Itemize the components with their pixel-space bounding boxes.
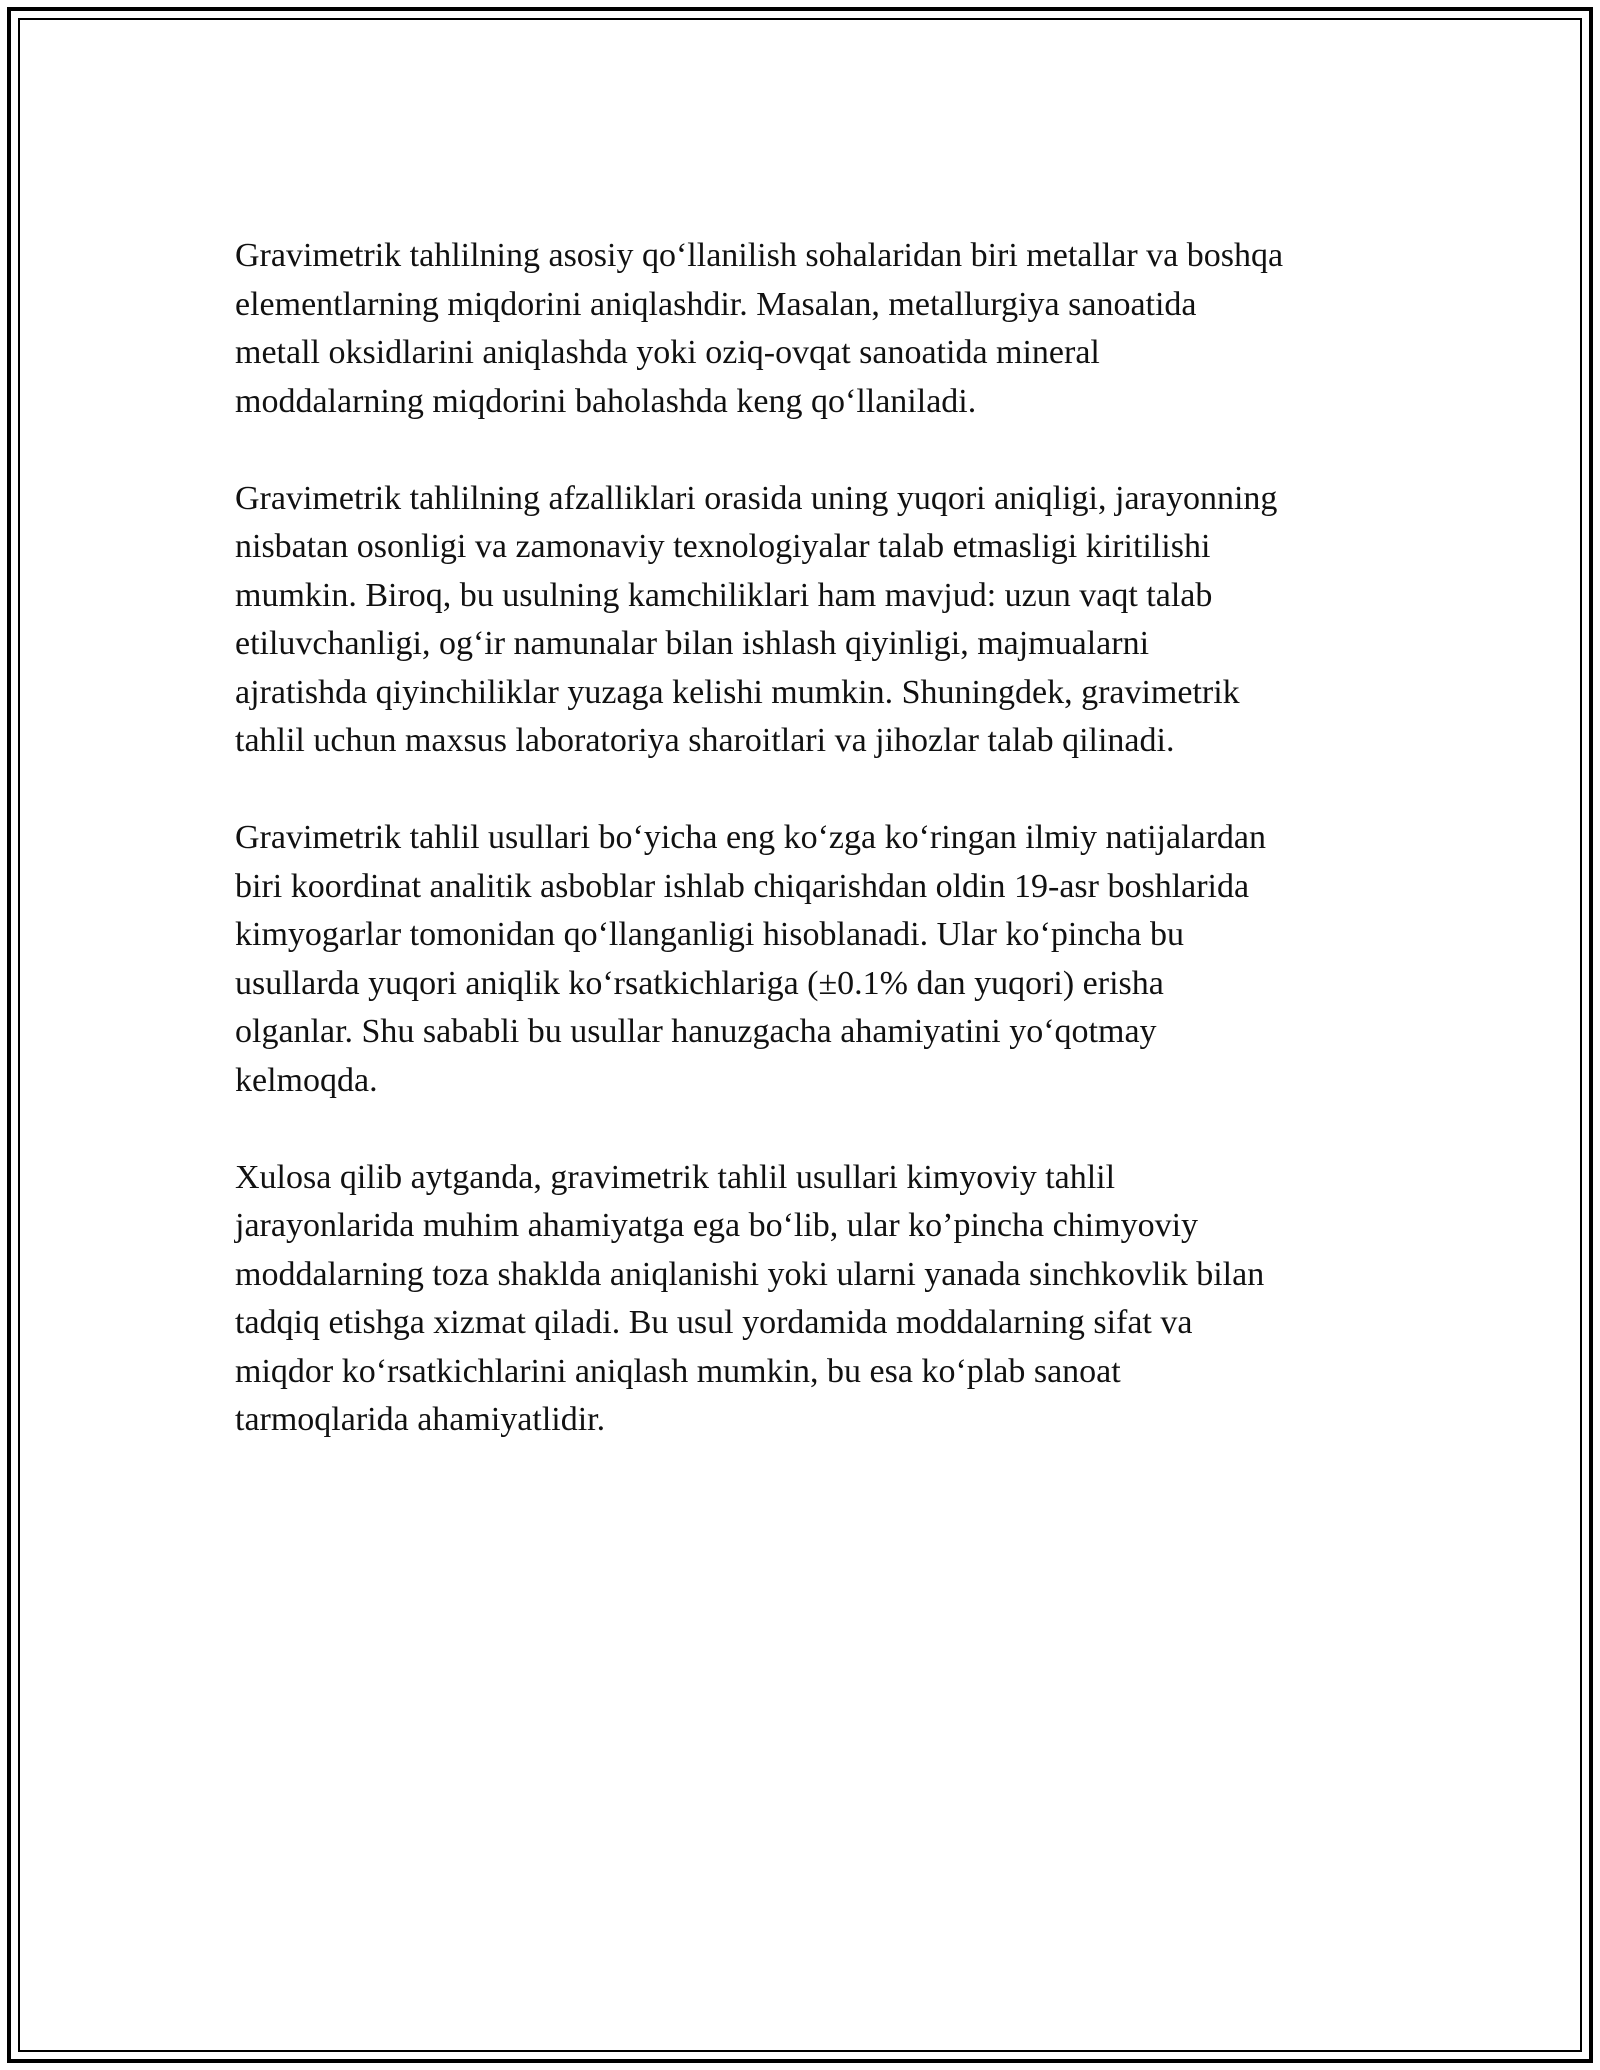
document-body bbox=[235, 232, 1385, 1493]
paragraph-history: Gravimetrik tahlil usullari bo‘yicha eng ko‘zga ko‘ringan ilmiy natijalardan biri koordinat analitik asboblar ishlab chiqarishdan oldin 19-asr boshlarida kimyogarlar tomonidan qo‘llanganligi hisoblanadi. Ular ko‘pincha bu usullarda yuqori aniqlik ko‘rsatkichlariga (±0.1% dan yuqori) erisha olganlar. Shu sababli bu usullar hanuzgacha ahamiyatini yo‘qotmay kelmoqda. bbox=[235, 819, 1267, 1099]
paragraph-conclusion: Xulosa qilib aytganda, gravimetrik tahlil usullari kimyoviy tahlil jarayonlarida muhim ahamiyatga ega bo‘lib, ular ko’pincha chimyoviy moddalarning toza shaklda aniqlanishi yoki ularni yanada sinchkovlik bilan tadqiq etishga xizmat qiladi. Bu usul yordamida moddalarning sifat va miqdor ko‘rsatkichlarini aniqlash mumkin, bu esa ko‘plab sanoat tarmoqlarida ahamiyatlidir. bbox=[235, 1158, 1265, 1438]
paragraph-applications: Gravimetrik tahlilning asosiy qo‘llanilish sohalaridan biri metallar va boshqa elementlarning miqdorini aniqlashdir. Masalan, metallurgiya sanoatida metall oksidlarini aniqlashda yoki oziq-ovqat sanoatida mineral moddalarning miqdorini baholashda keng qo‘llaniladi. bbox=[235, 237, 1284, 420]
paragraph-advantages: Gravimetrik tahlilning afzalliklari orasida uning yuqori aniqligi, jarayonning nisbatan osonligi va zamonaviy texnologiyalar talab etmasligi kiritilishi mumkin. Biroq, bu usulning kamchiliklari ham mavjud: uzun vaqt talab etiluvchanligi, og‘ir namunalar bilan ishlash qiyinligi, majmualarni ajratishda qiyinchiliklar yuzaga kelishi mumkin. Shuningdek, gravimetrik tahlil uchun maxsus laboratoriya sharoitlari va jihozlar talab qilinadi. bbox=[235, 479, 1278, 759]
